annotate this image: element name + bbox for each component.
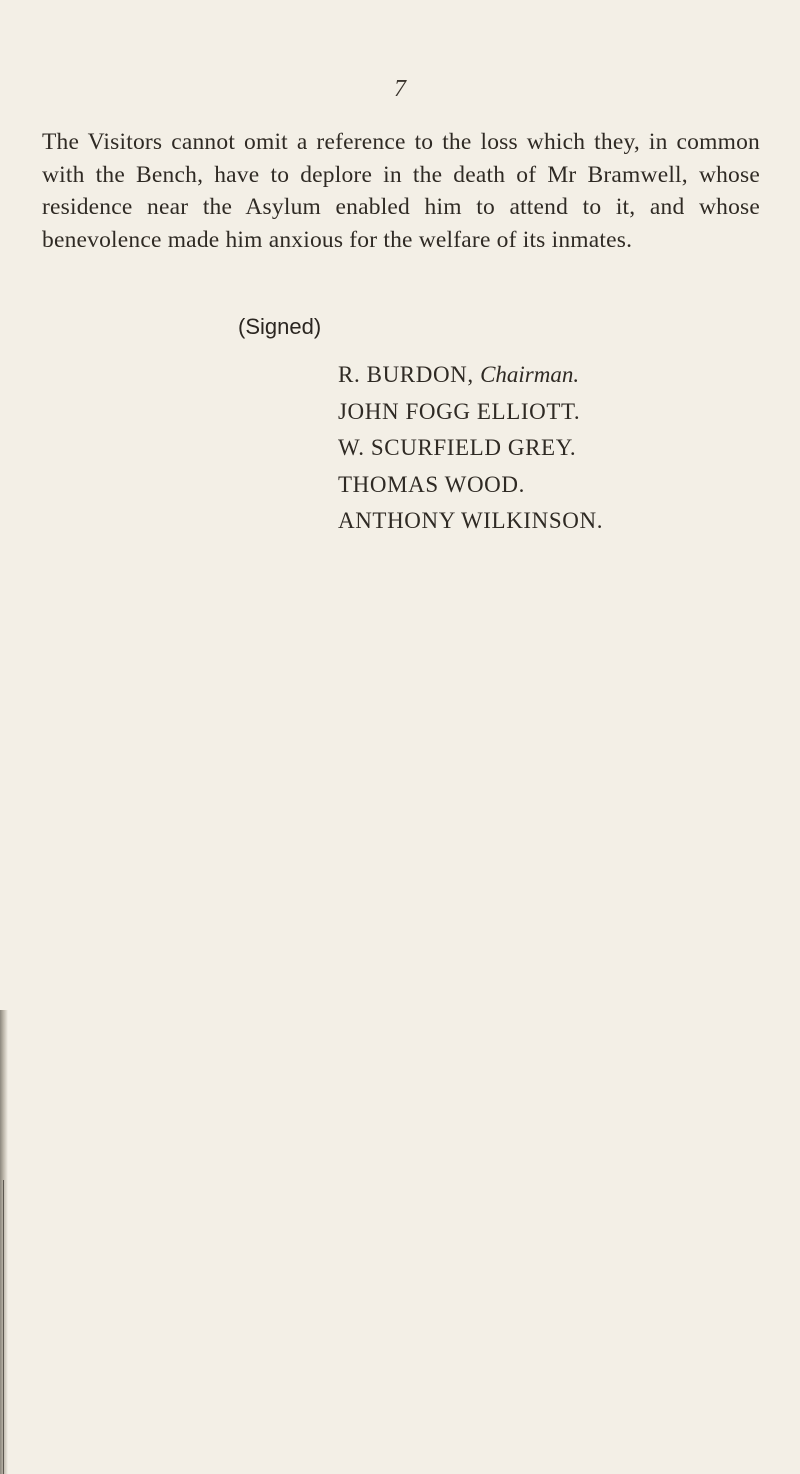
binding-gutter-shadow xyxy=(0,1010,8,1474)
signed-label: (Signed) xyxy=(238,314,322,339)
signatory-wilkinson xyxy=(338,503,603,540)
signatory-name: JOHN FOGG ELLIOTT. xyxy=(338,398,581,424)
signatory-wood xyxy=(338,467,603,504)
page-number: 7 xyxy=(394,76,406,102)
binding-gutter-line xyxy=(3,1180,4,1474)
signatory-name: R. BURDON, xyxy=(338,362,474,387)
signatory-elliott xyxy=(338,394,603,431)
signatory-name: W. SCURFIELD GREY. xyxy=(338,435,577,460)
signatory-role: Chairman. xyxy=(480,362,580,387)
signatory-name: THOMAS WOOD. xyxy=(338,471,525,497)
signatory-list xyxy=(338,357,603,540)
signatory-chairman xyxy=(338,357,603,394)
body-paragraph: The Visitors cannot omit a reference to the loss which they, in common with the Bench, have to deplore in the death of Mr Bramwell, whose residence near the Asylum enabled him to attend to it, and whose benevolence made him anxious for the welfare of its inmates. xyxy=(42,129,760,253)
signatory-name: ANTHONY WILKINSON. xyxy=(338,508,604,533)
signatory-grey xyxy=(338,430,603,467)
